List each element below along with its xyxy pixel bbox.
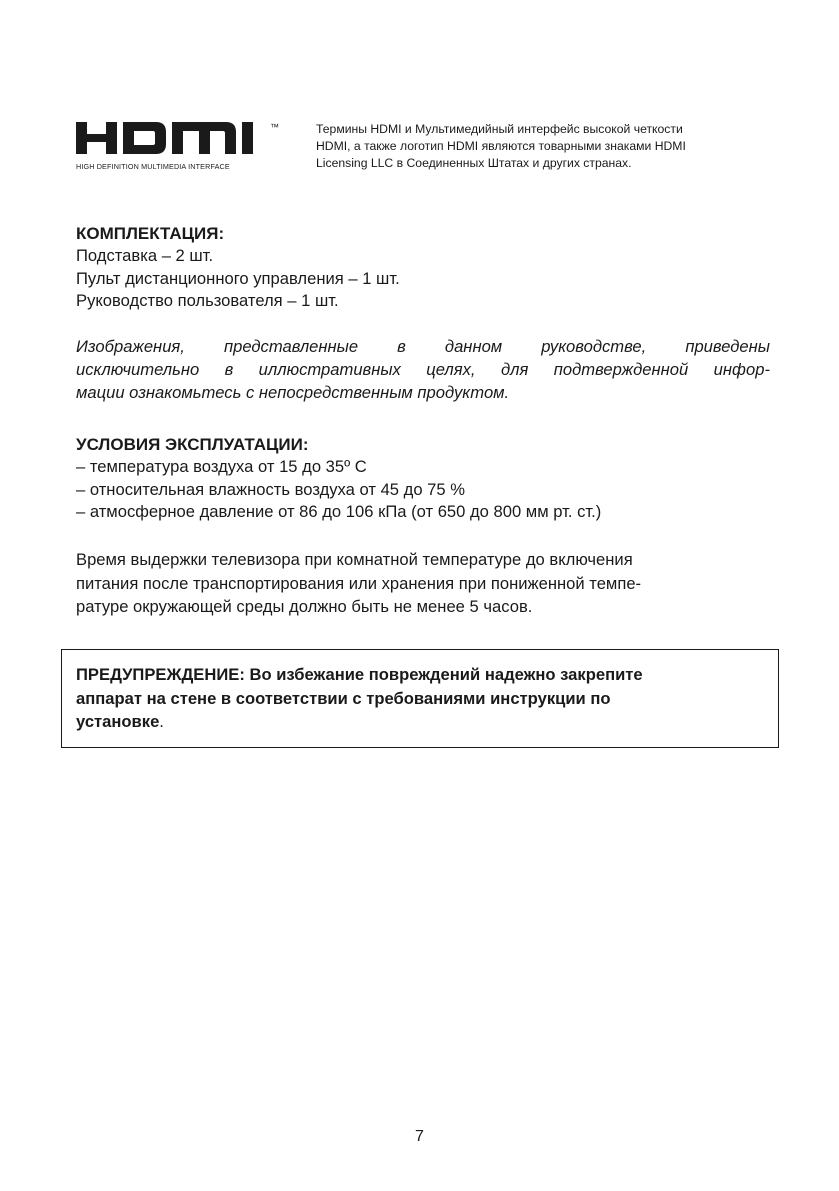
conditions-item: – относительная влажность воздуха от 45 до 75 % bbox=[76, 479, 465, 499]
hdmi-logo bbox=[76, 120, 298, 176]
conditions-item: – атмосферное давление от 86 до 106 кПа (от 650 до 800 мм рт. ст.) bbox=[76, 502, 602, 521]
note-line: исключительно в иллюстративных целях, для подтвержденной инфор- bbox=[76, 360, 770, 379]
conditions-section bbox=[76, 434, 772, 524]
storage-line: ратуре окружающей среды должно быть не менее 5 часов. bbox=[76, 597, 533, 616]
trademark-line: Термины HDMI и Мультимедийный интерфейс высокой четкости bbox=[316, 122, 683, 136]
warning-line: аппарат на стене в соответствии с требованиями инструкции по bbox=[76, 688, 611, 708]
warning-line-last bbox=[76, 710, 766, 734]
conditions-title: УСЛОВИЯ ЭКСПЛУАТАЦИИ: bbox=[76, 435, 309, 454]
package-item: Подставка – 2 шт. bbox=[76, 246, 214, 265]
trademark-line: HDMI, а также логотип HDMI являются товарными знаками HDMI bbox=[316, 139, 686, 153]
package-section bbox=[76, 223, 772, 313]
hdmi-logo-caption: HIGH DEFINITION MULTIMEDIA INTERFACE bbox=[76, 162, 230, 171]
hdmi-wordmark-icon bbox=[76, 120, 268, 156]
note-line: мации ознакомьтесь с непосредственным продуктом. bbox=[76, 383, 510, 402]
warning-text bbox=[76, 663, 766, 734]
conditions-item: – температура воздуха от 15 до 35º С bbox=[76, 457, 367, 476]
illustration-note bbox=[76, 335, 770, 404]
warning-box bbox=[61, 649, 779, 748]
package-title: КОМПЛЕКТАЦИЯ: bbox=[76, 224, 225, 243]
warning-end-punctuation: . bbox=[159, 712, 164, 731]
trademark-line: Licensing LLC в Соединенных Штатах и других странах. bbox=[316, 156, 632, 170]
storage-line: питания после транспортирования или хранения при пониженной темпе- bbox=[76, 573, 642, 593]
trademark-symbol: ™ bbox=[270, 122, 279, 132]
package-item: Пульт дистанционного управления – 1 шт. bbox=[76, 268, 400, 288]
storage-paragraph bbox=[76, 548, 776, 619]
warning-line: ПРЕДУПРЕЖДЕНИЕ: Во избежание повреждений надежно закрепите bbox=[76, 665, 643, 684]
package-item: Руководство пользователя – 1 шт. bbox=[76, 291, 339, 310]
trademark-notice bbox=[316, 121, 746, 172]
page-number: 7 bbox=[415, 1128, 424, 1145]
note-line: Изображения, представленные в данном руководстве, приведены bbox=[76, 337, 770, 356]
warning-line: установке bbox=[76, 712, 160, 731]
storage-line: Время выдержки телевизора при комнатной температуре до включения bbox=[76, 550, 633, 569]
